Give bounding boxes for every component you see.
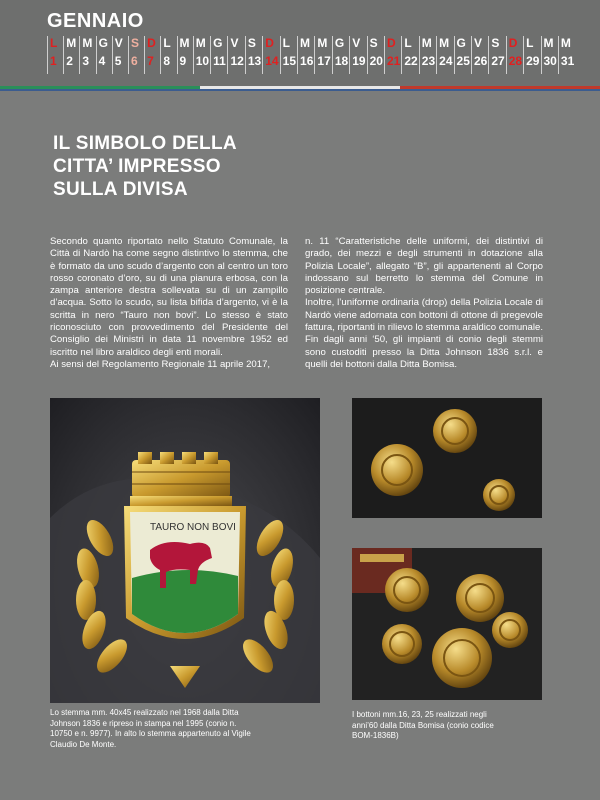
- calendar-day: [79, 36, 95, 74]
- calendar-day: [488, 36, 505, 74]
- calendar-day: [349, 36, 366, 74]
- calendar-day-letter: G: [213, 36, 223, 50]
- calendar-day-number: 31: [560, 54, 575, 68]
- brass-buttons-group-icon: [352, 548, 542, 700]
- calendar-day-number: 30: [543, 54, 557, 68]
- calendar-day-letter: V: [473, 36, 482, 50]
- calendar-day: [193, 36, 210, 74]
- calendar-day-number: 14: [265, 54, 279, 68]
- calendar-day-number: 25: [456, 54, 470, 68]
- calendar-day-letter: M: [543, 36, 554, 50]
- calendar-day-number: 10: [195, 54, 210, 68]
- calendar-day-number: 28: [508, 54, 523, 68]
- calendar-day-letter: M: [317, 36, 328, 50]
- calendar-day-number: 4: [98, 54, 106, 68]
- paragraph: n. 11 “Caratteristiche delle uniformi, dei distintivi di grado, dei mezzi e degli strumenti in dotazione alla Polizia Locale”, allegato “B”, gli appartenenti al Corpo indossano sul berretto lo stemma del Comune in posizione centrale.: [305, 236, 543, 297]
- paragraph: Inoltre, l’uniforme ordinaria (drop) della Polizia Locale di Nardò viene adornata con bottoni di ottone di pregevole fattura, riportanti in rilievo lo stemma araldico comunale. Fin dagli anni ‘50, gli impianti di conio degli stemmi sono custoditi presso la Ditta Johnson 1836 s.r.l. e quelli dei bottoni dalla Ditta Bomisa.: [305, 297, 543, 370]
- calendar-day-letter: M: [421, 36, 432, 50]
- calendar-day-number: 11: [213, 54, 226, 68]
- calendar-day: [47, 36, 63, 74]
- calendar-day: [401, 36, 418, 74]
- buttons-photo-1: [352, 398, 542, 518]
- calendar-days: [47, 36, 575, 74]
- calendar-day: [523, 36, 540, 74]
- calendar-day-number: 27: [491, 54, 505, 68]
- calendar-day-letter: D: [508, 36, 518, 50]
- calendar-day: [558, 36, 575, 74]
- calendar-day-number: 7: [147, 54, 154, 68]
- calendar-day-letter: V: [230, 36, 239, 50]
- calendar-day-letter: M: [560, 36, 571, 50]
- calendar-day-letter: L: [526, 36, 534, 50]
- calendar-day: [245, 36, 262, 74]
- brass-buttons-icon: [352, 398, 542, 518]
- calendar-day-number: 20: [369, 54, 383, 68]
- calendar-day-number: 18: [334, 54, 349, 68]
- caption-buttons: I bottoni mm.16, 23, 25 realizzati negli anni’60 dalla Ditta Bomisa (conio codice BOM-1836B): [352, 710, 494, 740]
- calendar-day-number: 16: [300, 54, 314, 68]
- calendar-day-letter: M: [439, 36, 450, 50]
- calendar-day: [177, 36, 193, 74]
- calendar-day: [227, 36, 244, 74]
- calendar-day: [144, 36, 160, 74]
- buttons-photo-2: [352, 548, 542, 700]
- calendar-day-number: 13: [247, 54, 262, 68]
- calendar-day: [314, 36, 331, 74]
- calendar-day: [419, 36, 436, 74]
- calendar-day: [210, 36, 227, 74]
- calendar-day-number: 2: [66, 54, 73, 68]
- calendar-day: [436, 36, 453, 74]
- calendar-day-letter: S: [369, 36, 378, 50]
- flag-stripe: [0, 86, 600, 92]
- calendar-day-number: 21: [386, 54, 401, 68]
- calendar-day-letter: M: [300, 36, 311, 50]
- calendar-day: [63, 36, 79, 74]
- calendar-day: [160, 36, 176, 74]
- calendar-day: [506, 36, 523, 74]
- calendar-day-number: 5: [114, 54, 122, 68]
- calendar-day-letter: L: [404, 36, 412, 50]
- paragraph: Secondo quanto riportato nello Statuto Comunale, la Città di Nardò ha come segno distintivo lo stemma, che è formato da uno scudo d’argento con al centro un toro rosso coronato d’oro, su di una pianura erbosa, con la zampa anteriore destra sollevata su di un zampillo d’acqua. Sotto lo scudo, su lista bifida d’argento, vi è la scritta in nero “Tauro non bovi”. Lo stesso è stato riconosciuto con provvedimento del Presidente del Consiglio dei Ministri in data 11 novembre 1952 ed iscritto nel libro araldico degli enti morali.: [50, 236, 288, 358]
- calendar-header: [0, 0, 600, 88]
- text-column-right: [305, 236, 543, 371]
- calendar-day: [454, 36, 471, 74]
- calendar-day-letter: V: [114, 36, 123, 50]
- calendar-day-number: 29: [526, 54, 540, 68]
- calendar-day-number: 22: [404, 54, 418, 68]
- calendar-day-letter: L: [163, 36, 171, 50]
- article-title: IL SIMBOLO DELLA CITTA’ IMPRESSO SULLA DIVISA: [53, 133, 237, 200]
- calendar-day-letter: G: [98, 36, 108, 50]
- emblem-motto: TAURO NON BOVI: [150, 522, 236, 533]
- calendar-day-letter: M: [179, 36, 190, 50]
- calendar-day-number: 19: [352, 54, 366, 68]
- calendar-day-number: 3: [82, 54, 90, 68]
- calendar-day-number: 1: [50, 54, 57, 68]
- calendar-day: [262, 36, 279, 74]
- calendar-day-number: 17: [317, 54, 331, 68]
- calendar-day-letter: M: [66, 36, 77, 50]
- calendar-day-letter: D: [147, 36, 156, 50]
- calendar-day: [384, 36, 401, 74]
- calendar-day-number: 15: [282, 54, 296, 68]
- calendar-day-letter: G: [334, 36, 345, 50]
- calendar-day-letter: S: [247, 36, 256, 50]
- caption-emblem: Lo stemma mm. 40x45 realizzato nel 1968 dalla Ditta Johnson 1836 e ripreso in stampa nel 1995 (conio n. 10750 e n. 9977). In alto lo stemma appartenuto al Vigile Claudio De Monte.: [50, 708, 251, 749]
- calendar-day-number: 6: [130, 54, 138, 68]
- calendar-day-number: 23: [421, 54, 436, 68]
- calendar-day-letter: D: [386, 36, 396, 50]
- calendar-day-letter: V: [352, 36, 361, 50]
- calendar-day-number: 24: [439, 54, 453, 68]
- calendar-day-number: 12: [230, 54, 244, 68]
- text-column-left: [50, 236, 288, 371]
- calendar-day-letter: S: [130, 36, 139, 50]
- calendar-day: [471, 36, 488, 74]
- calendar-day-letter: G: [456, 36, 466, 50]
- emblem-photo: [50, 398, 320, 703]
- calendar-day: [297, 36, 314, 74]
- calendar-day: [332, 36, 349, 74]
- calendar-day: [96, 36, 112, 74]
- calendar-day-number: 9: [179, 54, 187, 68]
- calendar-day-number: 8: [163, 54, 170, 68]
- calendar-day-letter: L: [282, 36, 290, 50]
- calendar-day: [112, 36, 128, 74]
- calendar-day: [128, 36, 144, 74]
- calendar-month: GENNAIO: [47, 10, 144, 32]
- calendar-day-number: 26: [473, 54, 488, 68]
- paragraph: Ai sensi del Regolamento Regionale 11 aprile 2017,: [50, 358, 271, 370]
- calendar-day-letter: M: [82, 36, 93, 50]
- calendar-day: [280, 36, 297, 74]
- calendar-day-letter: S: [491, 36, 500, 50]
- calendar-day: [367, 36, 384, 74]
- calendar-day-letter: L: [50, 36, 58, 50]
- city-emblem-icon: [50, 398, 320, 703]
- calendar-day: [541, 36, 558, 74]
- calendar-day-letter: D: [265, 36, 274, 50]
- calendar-day-letter: M: [195, 36, 206, 50]
